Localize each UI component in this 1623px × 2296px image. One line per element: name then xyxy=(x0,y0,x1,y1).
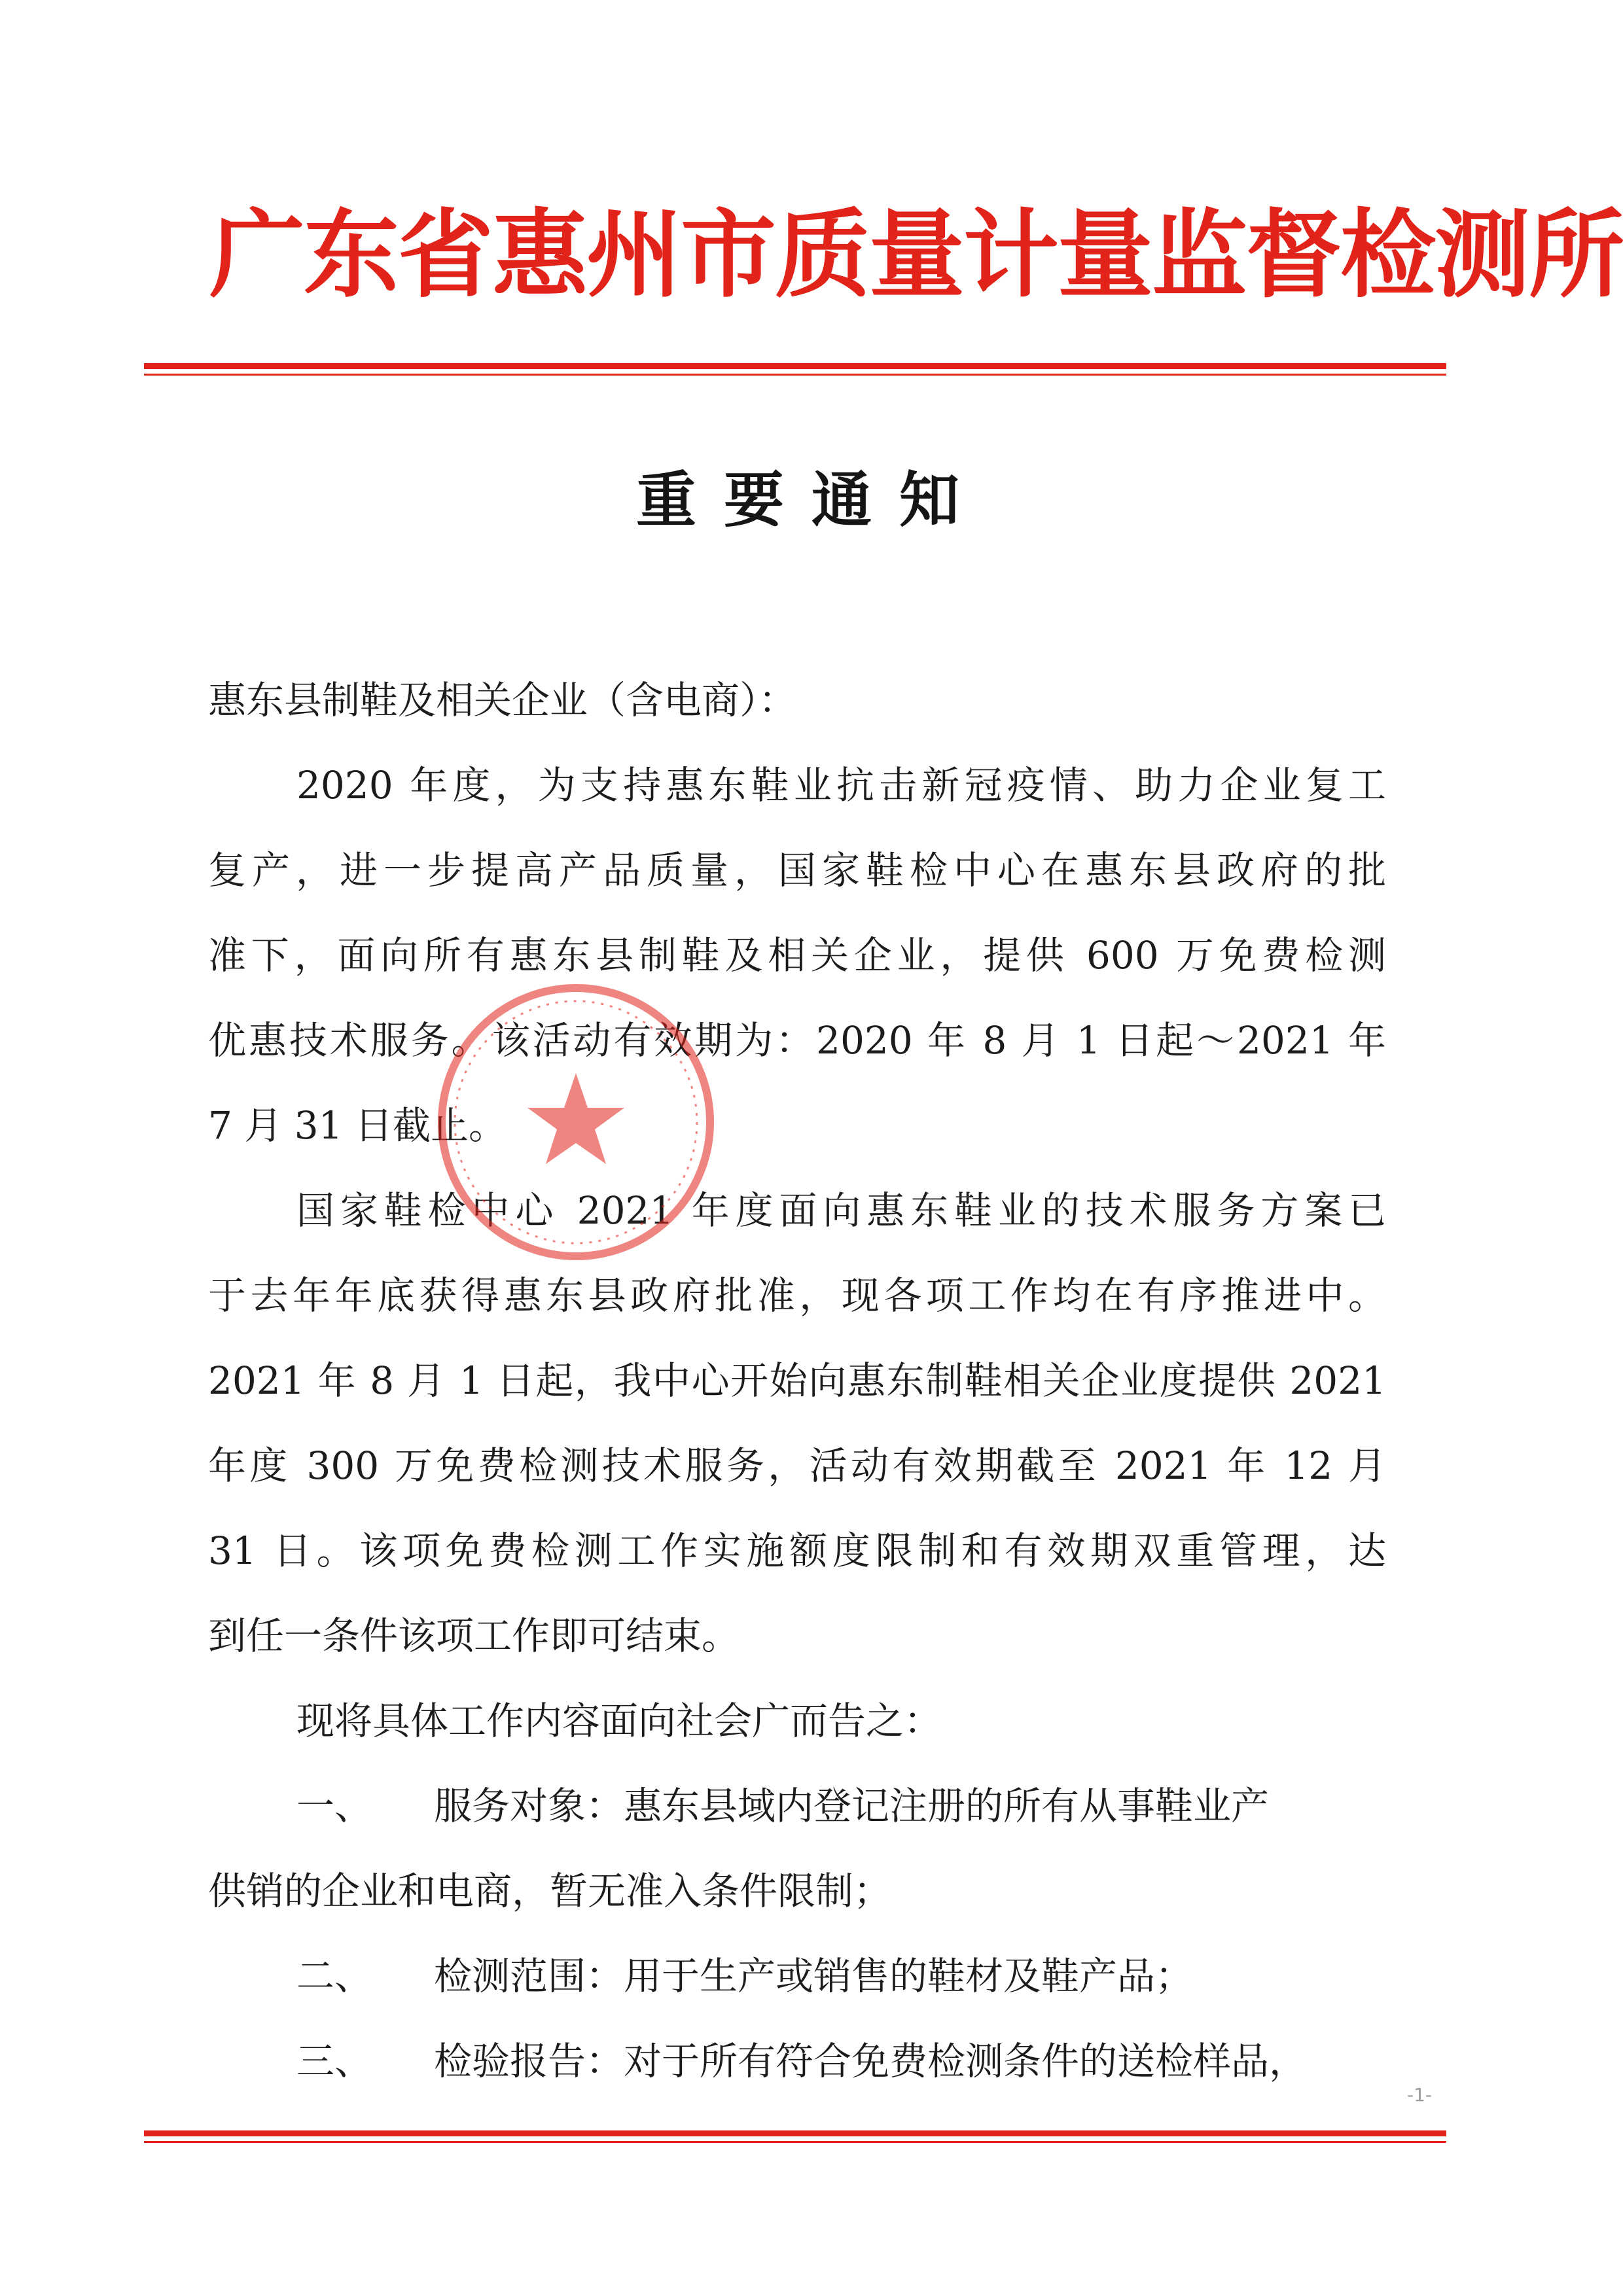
paragraph-line: 优惠技术服务。该活动有效期为：2020 年 8 月 1 日起～2021 年 xyxy=(208,1018,1386,1063)
list-item-continuation: 供销的企业和电商，暂无准入条件限制； xyxy=(208,1869,892,1913)
paragraph-line: 2020 年度，为支持惠东鞋业抗击新冠疫情、助力企业复工 xyxy=(296,763,1386,807)
official-seal xyxy=(429,975,723,1269)
list-item xyxy=(208,1763,1386,1848)
paragraph-line: 2021 年 8 月 1 日起，我中心开始向惠东制鞋相关企业度提供 2021 xyxy=(208,1358,1386,1403)
paragraph-line: 准下，面向所有惠东县制鞋及相关企业，提供 600 万免费检测 xyxy=(208,933,1386,978)
list-item-number: 二、 xyxy=(296,1954,373,1998)
list-item-text: 检测范围：用于生产或销售的鞋材及鞋产品； xyxy=(434,1954,1194,1998)
paragraph-line: 31 日。该项免费检测工作实施额度限制和有效期双重管理，达 xyxy=(208,1528,1386,1573)
list-item xyxy=(208,2019,1386,2104)
star-icon xyxy=(527,1073,624,1164)
paragraph-line: 国家鞋检中心 2021 年度面向惠东鞋业的技术服务方案已 xyxy=(296,1188,1386,1233)
list-item-number: 三、 xyxy=(296,2039,373,2083)
list-item xyxy=(208,1934,1386,2019)
document-body xyxy=(208,658,1386,2104)
addressee-line: 惠东县制鞋及相关企业（含电商）： xyxy=(208,678,797,722)
paragraph-line: 年度 300 万免费检测技术服务，活动有效期截至 2021 年 12 月 xyxy=(208,1443,1386,1488)
paragraph-line: 于去年年底获得惠东县政府批准，现各项工作均在有序推进中。 xyxy=(208,1273,1386,1318)
paragraph-line: 现将具体工作内容面向社会广而告之： xyxy=(296,1699,942,1743)
organization-title: 广东省惠州市质量计量监督检测所 xyxy=(209,200,1623,311)
paragraph-line: 7 月 31 日截止。 xyxy=(208,1103,507,1148)
paragraph-line: 到任一条件该项工作即可结束。 xyxy=(208,1614,740,1658)
paragraph-line: 复产，进一步提高产品质量，国家鞋检中心在惠东县政府的批 xyxy=(208,848,1386,892)
list-item-text: 服务对象：惠东县域内登记注册的所有从事鞋业产 xyxy=(434,1784,1270,1828)
list-item-text: 检验报告：对于所有符合免费检测条件的送检样品， xyxy=(434,2039,1308,2083)
list-item-number: 一、 xyxy=(296,1784,373,1828)
footer-red-rule xyxy=(144,2130,1446,2143)
page-number: -1- xyxy=(1407,2084,1433,2106)
document-title: 重要通知 xyxy=(635,465,987,535)
header-red-rule xyxy=(144,363,1446,376)
